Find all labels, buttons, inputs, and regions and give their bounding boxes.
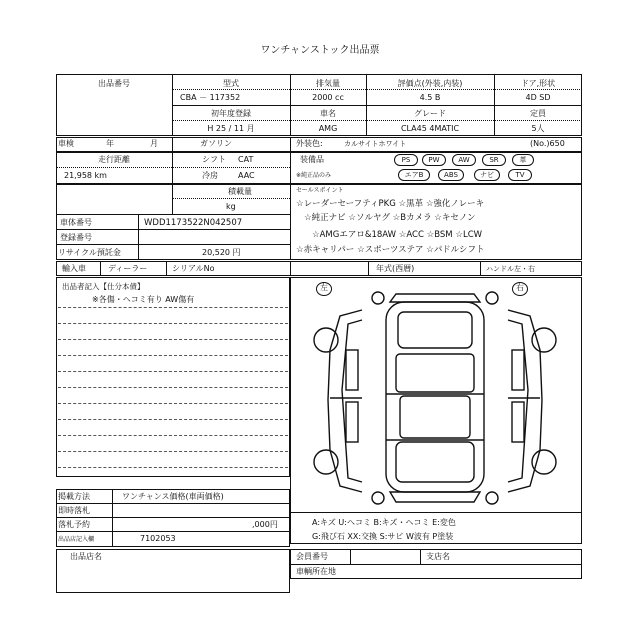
ac-label: 冷房: [202, 171, 218, 180]
reserve-value: ,000円: [252, 520, 278, 529]
capacity-label: 定員: [530, 109, 546, 118]
method-value: ワンチャンス価格(車両価格): [122, 492, 224, 501]
color-label: 外装色:: [296, 139, 323, 148]
doors-value: 4D SD: [525, 93, 551, 102]
color-value: カルサイトホワイト: [344, 140, 407, 148]
location-label: 車輌所在地: [296, 567, 336, 576]
branch-label: 支店名: [426, 552, 450, 561]
equip-sr: SR: [482, 154, 506, 166]
grade-label: グレード: [414, 109, 446, 118]
ref-value: 7102053: [140, 534, 176, 543]
ac-value: AAC: [238, 171, 255, 180]
shift-value: CAT: [238, 155, 254, 164]
recycle-label: リサイクル預託金: [58, 248, 121, 257]
sales-point: ☆レーダーセーフティPKG ☆黒革 ☆強化ノレーキ: [296, 199, 485, 209]
displacement-label: 排気量: [316, 79, 340, 88]
carname-label: 車名: [320, 109, 336, 118]
model-label: 型式: [223, 79, 239, 88]
capacity-value: 5人: [531, 124, 545, 133]
sales-point: ☆純正ナビ ☆ソルヤグ ☆Bカメラ ☆キセノン: [304, 213, 476, 223]
legend-line: A:キズ U:ヘコミ B:キズ・ヘコミ E:変色: [312, 518, 456, 527]
score-label: 評価点(外装,内装): [397, 79, 463, 88]
loading-unit: kg: [226, 202, 236, 211]
mileage-label: 走行距離: [98, 155, 130, 164]
equip-navi: ナビ: [474, 169, 500, 181]
sales-point: ☆AMGエアロ&18AW ☆ACC ☆BSM ☆LCW: [312, 230, 483, 240]
equip-ps: PS: [394, 154, 418, 166]
fuel-value: ガソリン: [200, 139, 232, 148]
left-side-label: 左: [316, 282, 332, 296]
model-value: CBA － 117352: [180, 93, 241, 102]
shaken-label: 車検: [58, 139, 74, 148]
ref-label: 出品店記入欄: [58, 536, 95, 543]
instant-label: 即時落札: [58, 506, 90, 515]
notes-line: ※各傷・ヘコミ有り AW傷有: [92, 295, 195, 304]
equip-pw: PW: [422, 154, 446, 166]
displacement-value: 2000 cc: [312, 93, 344, 102]
color-number: (No.)650: [530, 139, 565, 148]
handle-label: ハンドル左・右: [486, 265, 535, 273]
equipment-sublabel: ※純正品のみ: [296, 172, 332, 179]
loading-label: 積載量: [228, 187, 252, 196]
vin-value: WDD1173522N042507: [144, 218, 243, 228]
right-side-label: 右: [512, 282, 528, 296]
equipment-label: 装備品: [300, 155, 324, 164]
sales-point: ☆赤キャリパー ☆スポーツステア ☆パドルシフト: [296, 245, 485, 255]
legend-line: G:飛び石 XX:交換 S:サビ W波有 P塗装: [312, 532, 454, 541]
doors-label: ドア,形状: [520, 79, 556, 88]
serial-label: シリアルNo: [172, 264, 215, 273]
score-value: 4.5 B: [419, 93, 441, 102]
equip-abs: ABS: [438, 169, 464, 181]
first-reg-label: 初年度登録: [211, 109, 251, 118]
shaken-year: 年: [106, 139, 114, 148]
import-label: 輸入車: [62, 264, 86, 273]
shaken-month: 月: [150, 139, 158, 148]
store-label: 出品店名: [70, 552, 102, 561]
vin-label: 車体番号: [60, 218, 92, 227]
equip-leather: 革: [512, 154, 534, 166]
dealer-label: ディーラー: [108, 264, 148, 273]
equip-airbag: エアB: [398, 169, 430, 181]
car-diagram-icon: [300, 290, 570, 508]
carname-value: AMG: [318, 124, 338, 133]
reserve-label: 落札予約: [58, 520, 90, 529]
page-title: ワンチャンストック出品票: [260, 45, 380, 56]
equip-aw: AW: [452, 154, 476, 166]
lot-label: 出品番号: [98, 79, 130, 88]
recycle-value: 20,520 円: [202, 248, 241, 257]
first-reg-value: H 25 / 11 月: [207, 124, 255, 133]
equip-tv: TV: [508, 169, 532, 181]
shift-label: シフト: [202, 155, 226, 164]
year-label: 年式(西暦): [376, 264, 415, 273]
notes-header: 出品者記入【仕分本債】: [62, 282, 145, 291]
member-label: 会員番号: [296, 552, 328, 561]
grade-value: CLA45 4MATIC: [400, 124, 460, 133]
sales-points-label: セールスポイント: [296, 187, 344, 194]
mileage-value: 21,958 km: [64, 171, 107, 180]
method-label: 掲載方法: [58, 492, 90, 501]
regno-label: 登録番号: [60, 233, 92, 242]
